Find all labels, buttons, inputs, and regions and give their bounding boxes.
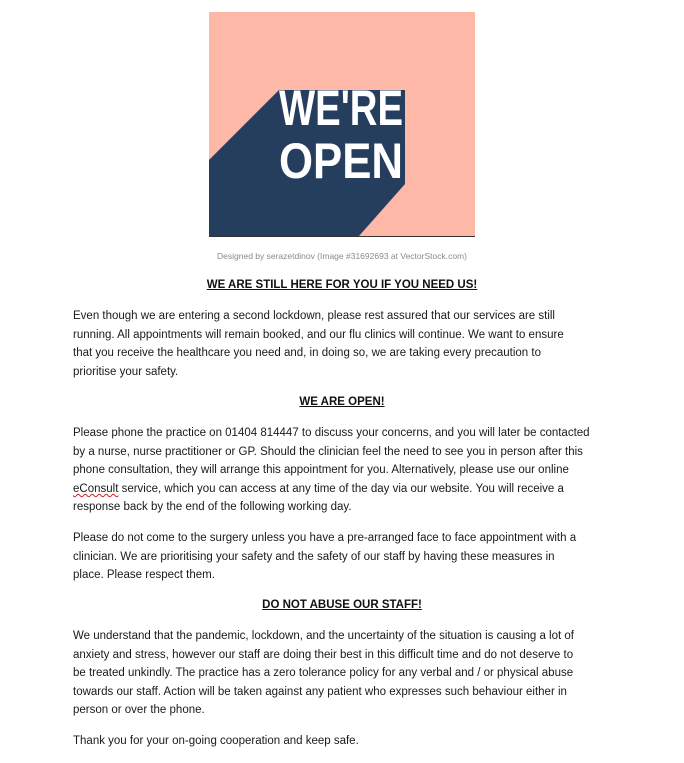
text-line-rest: service, which you can access at any time of the day via our website. You will receive a [118,482,564,495]
text-line: towards our staff. Action will be taken against any patient who expresses such behaviour either in [73,685,567,698]
heading-still-here: WE ARE STILL HERE FOR YOU IF YOU NEED US! [206,279,478,291]
paragraph-pandemic [73,627,613,720]
text-line: We understand that the pandemic, lockdown, and the uncertainty of the situation is causing a lot of [73,630,574,642]
paragraph-phone-practice [73,424,613,517]
poster-line1: WE'RE [279,80,403,136]
text-line: person or over the phone. [73,704,205,717]
text-line: be treated unkindly. The practice has a zero tolerance policy for any verbal and / or physical abuse [73,667,574,680]
text-line: prioritise your safety. [73,365,179,378]
text-line: that you receive the healthcare you need and, in doing so, we are taking every precaution to [73,347,541,360]
text-line: response back by the end of the following working day. [73,501,352,514]
were-open-poster [209,12,475,236]
heading-do-not-abuse: DO NOT ABUSE OUR STAFF! [262,599,422,611]
text-line: Thank you for your on-going cooperation and keep safe. [73,735,359,747]
text-line [73,480,613,499]
image-credit-caption: Designed by serazetdinov (Image #31692693 at VectorStock.com) [217,251,467,261]
paragraph-thank-you [73,732,613,751]
text-line: by a nurse, nurse practitioner or GP. Should the clinician feel the need to see you in person after this [73,445,583,458]
text-line: Even though we are entering a second lockdown, please rest assured that our services are still [73,310,555,322]
poster-graphic [209,12,475,236]
text-line: clinician. We are prioritising your safety and the safety of our staff by having these measures in [73,550,555,563]
text-line: place. Please respect them. [73,569,215,582]
text-line: Please phone the practice on 01404 814447 to discuss your concerns, and you will later be contacted [73,427,590,439]
text-line: Please do not come to the surgery unless you have a pre-arranged face to face appointment with a [73,532,577,544]
text-line: phone consultation, they will arrange this appointment for you. Alternatively, please use our online [73,464,569,477]
poster-line2: OPEN [279,133,403,189]
heading-we-are-open: WE ARE OPEN! [299,396,385,408]
econsult-term: eConsult [73,482,119,495]
text-line: anxiety and stress, however our staff are doing their best in this difficult time and do not deserve to [73,648,574,661]
paragraph-lockdown [73,307,613,381]
text-line: running. All appointments will remain booked, and our flu clinics will continue. We want to ensure [73,328,564,341]
paragraph-do-not-come [73,529,613,585]
poster-border-line [209,236,475,237]
